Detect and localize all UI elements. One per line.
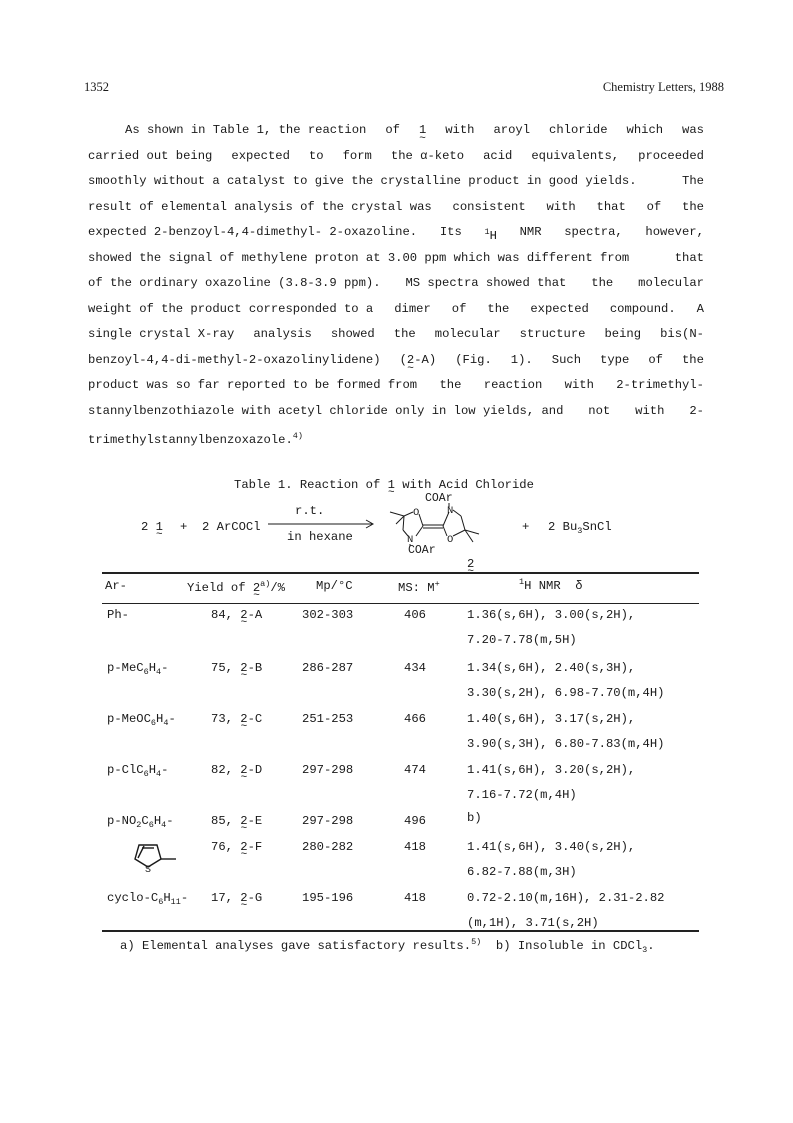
product-substituent-bottom: COAr: [408, 544, 436, 557]
paragraph-word: of: [451, 301, 467, 316]
paragraph-word: the: [393, 327, 416, 341]
paragraph-word: the: [591, 276, 614, 290]
paragraph-word: As shown in Table 1, the reaction: [125, 123, 367, 137]
paragraph-line: [88, 246, 704, 272]
paragraph-word: bis(N-: [660, 327, 704, 341]
product-atom-n1: N: [447, 505, 454, 517]
paragraph-word: single crystal X-ray: [88, 327, 235, 341]
paragraph-word: showed: [330, 327, 375, 341]
cell-nmr-line2: 3.30(s,2H), 6.98-7.70(m,4H): [467, 686, 665, 700]
table-header-rule: [102, 603, 699, 604]
paragraph-word: showed the signal of methylene proton at 3.00 ppm which was different from: [88, 250, 630, 265]
cell-ms: 406: [404, 608, 426, 622]
cell-ar: $p-MeOC_6H_4-$: [107, 712, 176, 728]
paragraph-word: structure: [519, 327, 586, 341]
cell-nmr-line2: 7.20-7.78(m,5H): [467, 633, 577, 647]
paragraph-word: type: [600, 352, 630, 367]
paragraph-word: stannylbenzothiazole with acetyl chloride only in low yields, and: [88, 403, 564, 418]
paragraph-word: expected: [231, 148, 290, 163]
cell-mp: 302-303: [302, 608, 354, 622]
paragraph-word: being: [604, 327, 642, 341]
cell-yield: 75, 2 ~-B: [211, 661, 262, 675]
scheme-condition-top: r.t.: [295, 504, 325, 518]
header-ms: MS: M+: [398, 579, 440, 595]
paragraph-word: the: [487, 301, 510, 316]
paragraph-word: consistent: [452, 199, 526, 214]
cell-ar-thiophene-s: S: [145, 865, 152, 876]
cell-nmr-line2: 7.16-7.72(m,4H): [467, 788, 577, 802]
paragraph-word: to: [308, 148, 324, 163]
paragraph-word: acid: [483, 148, 513, 163]
paragraph-word: (Fig.: [455, 352, 492, 367]
paragraph-line: [88, 144, 704, 170]
paragraph-word: 2-: [689, 403, 704, 418]
scheme-plus-2: +: [522, 520, 530, 534]
paragraph-word: dimer: [394, 301, 431, 316]
paragraph-word: was: [682, 123, 704, 137]
table-top-rule: [102, 572, 699, 574]
paragraph-word: the: [681, 352, 704, 367]
paragraph-word: proceeded: [638, 148, 704, 163]
cell-nmr-line2: 6.82-7.88(m,3H): [467, 865, 577, 879]
header-nmr: $^1$H NMR δ: [519, 577, 583, 593]
paragraph-word: equivalents,: [531, 148, 620, 163]
paragraph-word: with: [445, 123, 475, 137]
paragraph-word: of: [385, 123, 400, 137]
paragraph-word: (2 ~-A): [400, 348, 437, 374]
product-atom-o1: O: [413, 507, 420, 519]
paragraph-word: product was so far reported to be formed from: [88, 378, 418, 392]
paragraph-word: $^1$H: [484, 227, 497, 243]
product-label: 2 ~: [467, 557, 474, 571]
paragraph-line: [88, 373, 704, 399]
cell-mp: 195-196: [302, 891, 354, 905]
paragraph-line: [88, 271, 704, 297]
paragraph-word: weight of the product corresponded to a: [88, 301, 374, 316]
product-substituent-top: COAr: [425, 492, 453, 505]
scheme-reactant-2: 2 ArCOCl: [202, 520, 261, 534]
paragraph-word: the: [682, 199, 704, 214]
cell-ar: cyclo-$C_6H_{11}-$: [107, 891, 189, 907]
paragraph-word: The: [682, 174, 704, 188]
paragraph-word: reaction: [483, 378, 543, 392]
paragraph-line: [88, 195, 704, 221]
header-ar: Ar-: [105, 579, 127, 593]
product-atom-n2: N: [407, 534, 414, 546]
paragraph-line: [88, 220, 704, 246]
paragraph-word: result of elemental analysis of the crystal was: [88, 199, 432, 214]
cell-nmr-line1: 1.41(s,6H), 3.40(s,2H),: [467, 840, 636, 854]
paragraph-word: with: [546, 199, 576, 214]
scheme-plus-1: +: [180, 520, 188, 534]
product-atom-o2: O: [447, 534, 454, 546]
cell-nmr-line1: 0.72-2.10(m,16H), 2.31-2.82: [467, 891, 665, 905]
cell-ms: 496: [404, 814, 426, 828]
paragraph-word: trimethylstannylbenzoxazole.$^{4)}$: [88, 431, 303, 447]
cell-ar: $p-MeC_6H_4-$: [107, 661, 169, 677]
paragraph-word: MS spectra showed that: [405, 276, 567, 290]
cell-yield: 73, 2 ~-C: [211, 712, 262, 726]
paragraph-word: expected 2-benzoyl-4,4-dimethyl- 2-oxazoline.: [88, 225, 418, 239]
cell-yield: 17, 2 ~-G: [211, 891, 262, 905]
paragraph-word: that: [596, 199, 626, 214]
cell-ar: $p-NO_2C_6H_4-$: [107, 814, 174, 830]
paragraph-word: of: [646, 199, 662, 214]
body-paragraph: [88, 118, 704, 450]
cell-mp: 286-287: [302, 661, 354, 675]
paragraph-word: with: [635, 403, 665, 418]
cell-ms: 466: [404, 712, 426, 726]
cell-yield: 76, 2 ~-F: [211, 840, 262, 854]
paragraph-word: form: [342, 148, 372, 163]
cell-ms: 418: [404, 840, 426, 854]
paragraph-word: chloride: [549, 123, 608, 137]
paragraph-word: the α-keto: [390, 148, 465, 163]
cell-nmr-line2: 3.90(s,3H), 6.80-7.83(m,4H): [467, 737, 665, 751]
header-mp: Mp/°C: [316, 579, 353, 593]
paragraph-line: [88, 297, 704, 323]
paragraph-word: with: [564, 378, 594, 392]
paragraph-word: 2-trimethyl-: [616, 378, 704, 392]
paragraph-word: Its: [439, 225, 462, 239]
paragraph-line: [88, 399, 704, 425]
paragraph-word: molecular: [638, 276, 704, 290]
paragraph-word: smoothly without a catalyst to give the crystalline product in good yields.: [88, 174, 637, 188]
cell-yield: 84, 2 ~-A: [211, 608, 262, 622]
scheme-condition-bottom: in hexane: [287, 530, 353, 544]
cell-yield: 85, 2 ~-E: [211, 814, 262, 828]
paragraph-word: 1).: [510, 352, 533, 367]
header-yield: Yield of 2 ~$^{a)}$/%: [187, 579, 285, 595]
paragraph-word: NMR: [519, 225, 542, 239]
page-number: 1352: [84, 80, 109, 94]
cell-nmr-line1: 1.36(s,6H), 3.00(s,2H),: [467, 608, 636, 622]
paragraph-word: aroyl: [493, 123, 531, 137]
cell-ms: 434: [404, 661, 426, 675]
paragraph-word: that: [674, 250, 704, 265]
cell-ar: $p-ClC_6H_4-$: [107, 763, 169, 779]
cell-mp: 297-298: [302, 763, 354, 777]
table-caption: Table 1. Reaction of 1 ~ with Acid Chloride: [234, 478, 534, 492]
thiophene-icon: [131, 839, 181, 873]
paragraph-line: [88, 118, 704, 144]
paragraph-line: [88, 424, 704, 450]
scheme-byproduct: 2 $Bu_3SnCl$: [548, 520, 612, 536]
cell-ms: 418: [404, 891, 426, 905]
paragraph-word: analysis: [253, 327, 312, 341]
paragraph-word: molecular: [434, 327, 501, 341]
paragraph-word: compound.: [609, 301, 676, 316]
cell-nmr-line1: 1.41(s,6H), 3.20(s,2H),: [467, 763, 636, 777]
paragraph-word: Such: [551, 352, 582, 367]
paragraph-word: the: [439, 378, 462, 392]
paragraph-word: spectra,: [564, 225, 623, 239]
reaction-arrow: [268, 519, 378, 529]
paragraph-line: [88, 348, 704, 374]
table-bottom-rule: [102, 930, 699, 932]
cell-mp: 251-253: [302, 712, 354, 726]
product-structure-icon: [385, 498, 495, 558]
cell-mp: 297-298: [302, 814, 354, 828]
paragraph-word: benzoyl-4,4-di-methyl-2-oxazolinylidene): [88, 352, 381, 367]
cell-yield: 82, 2 ~-D: [211, 763, 262, 777]
cell-mp: 280-282: [302, 840, 354, 854]
paragraph-word: which: [626, 123, 664, 137]
cell-nmr-line1: b): [467, 811, 482, 825]
paragraph-word: not: [588, 403, 611, 418]
paragraph-word: expected: [530, 301, 589, 316]
paragraph-word: carried out being: [88, 148, 213, 163]
table-footnote: a) Elemental analyses gave satisfactory results.$^{5)}$ b) Insoluble in CDCl$_3$.: [120, 937, 655, 955]
paragraph-line: [88, 322, 704, 348]
paragraph-word: however,: [645, 225, 704, 239]
paragraph-word: of the ordinary oxazoline (3.8-3.9 ppm).: [88, 276, 381, 290]
paragraph-word: 1 ~: [419, 118, 426, 144]
paragraph-line: [88, 169, 704, 195]
cell-nmr-line1: 1.40(s,6H), 3.17(s,2H),: [467, 712, 636, 726]
journal-title: Chemistry Letters, 1988: [602, 80, 724, 94]
cell-ar: Ph-: [107, 608, 129, 622]
cell-nmr-line1: 1.34(s,6H), 2.40(s,3H),: [467, 661, 636, 675]
cell-ms: 474: [404, 763, 426, 777]
paragraph-word: A: [696, 301, 704, 316]
scheme-reactant-1: 2 1 ~: [141, 520, 163, 534]
cell-nmr-line2: (m,1H), 3.71(s,2H): [467, 916, 599, 930]
paragraph-word: of: [648, 352, 663, 367]
